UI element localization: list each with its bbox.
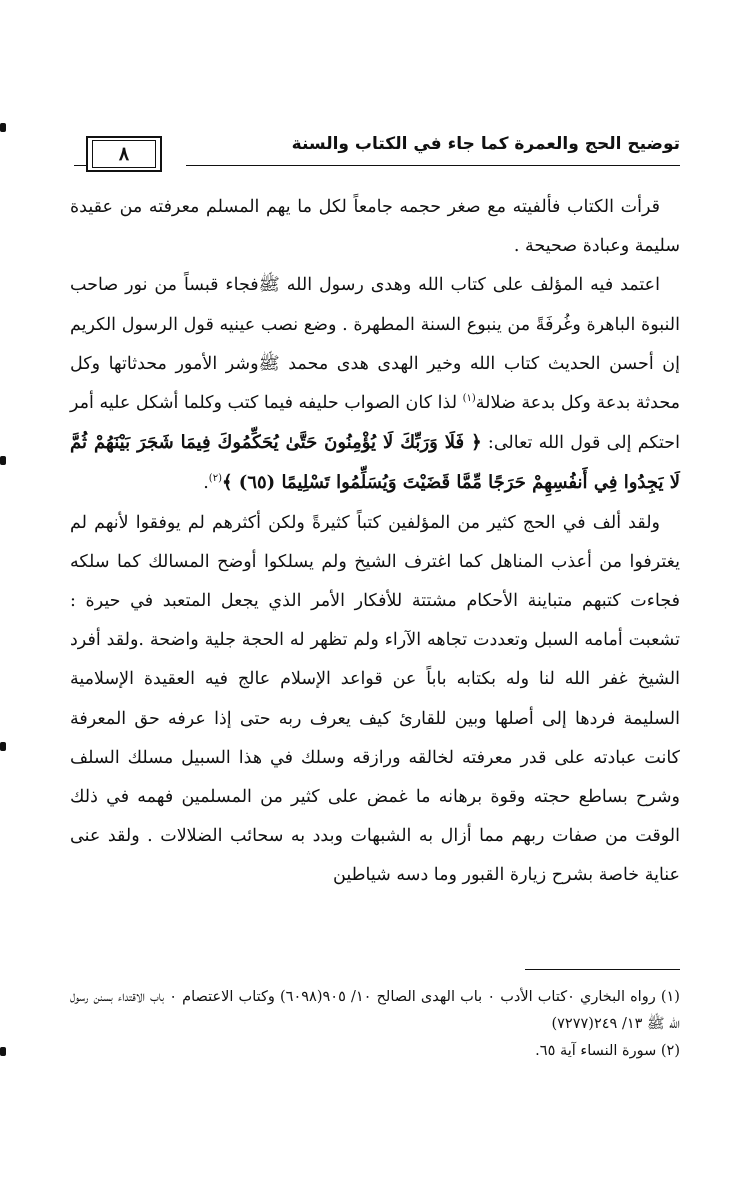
verse-bracket-open: ﴿: [471, 432, 482, 454]
header-rule: [186, 165, 680, 166]
page-box-rule: [74, 165, 86, 166]
margin-mark-1: [0, 123, 6, 132]
footnote-ref-2: (٢): [208, 473, 222, 485]
margin-mark-2: [0, 456, 6, 465]
method-text: اعتمد فيه المؤلف على كتاب الله وهدى رسول الله ﷺفجاء قبساً من نور صاحب النبوة الباهرة وغُرفَةً من ينبوع السنة المطهرة . وضع نصب عينيه قول الرسول الكريم إن أحسن الحديث كتاب الله وخير الهدى هدى محمد ﷺوشر الأمور محدثاتها وكل محدثة بدعة وكل بدعة ضلالة: [70, 275, 680, 414]
page-number: ٨: [92, 140, 156, 168]
footnote-1: (١) رواه البخاري ٠كتاب الأدب ٠ باب الهدى الصالح ١٠/ ٩٠٥(٦٠٩٨) وكتاب الاعتصام ٠ باب الاقتداء بسنن رسول الله ﷺ ١٣/ ٢٤٩(٧٢٧٧): [70, 989, 680, 1032]
running-header: [66, 132, 680, 172]
margin-mark-4: [0, 1047, 6, 1056]
quran-verse: ﴿ فَلَا وَرَبِّكَ لَا يُؤْمِنُونَ حَتَّىٰ يُحَكِّمُوكَ فِيمَا شَجَرَ بَيْنَهُمْ ثُمَّ لَا يَجِدُوا فِي أَنفُسِهِمْ حَرَجًا مِّمَّا قَضَيْتَ وَيُسَلِّمُوا تَسْلِيمًا (٦٥) ﴾: [70, 432, 680, 494]
footnote-2: (٢) سورة النساء آية ٦٥.: [535, 1043, 680, 1059]
method-text-cont: لذا كان الصواب حليفه فيما كتب وكلما أشكل عليه أمر احتكم إلى قول الله تعالى:: [70, 393, 680, 454]
footnote-separator: [525, 969, 680, 970]
margin-mark-3: [0, 742, 6, 751]
verse-number: ٦٥: [247, 472, 267, 494]
page-number-box: [86, 136, 162, 172]
paragraph-authors: ولقد ألف في الحج كثير من المؤلفين كتباً كثيرةً ولكن أكثرهم لم يوفقوا لأنهم لم يغترفوا من أعذب المناهل كما اغترف الشيخ ولم يسلكوا أوضح المسالك كما سلكه فجاءت كتبهم متباينة الأحكام مشتتة للأفكار الأمر الذي يجعل المتعبد في حيرة : تشعبت أمامه السبل وتعددت تجاهه الآراء ولم تظهر له الحجة جلية واضحة .ولقد أفرد الشيخ غفر الله لنا وله بكتابه باباً عن قواعد الإسلام عالج فيه العقيدة الإسلامية السليمة فردها إلى أصلها وبين للقارئ كيف يعرف ربه حتى إذا عرفه حق المعرفة كانت عبادته على قدر معرفته لخالقه ورازقه وسلك في هذا السبيل مسلك السلف وشرح بساطع حجته وقوة برهانه ما غمض على كثير من المسلمين فهمه في ذلك الوقت من صفات ربهم مما أزال به الشبهات وبدد به سحائب الضلالات . ولقد عنى عناية خاصة بشرح زيارة القبور وما دسه شياطين: [70, 512, 680, 886]
footnote-ref-1: (١): [462, 393, 476, 405]
verse-text: فَلَا وَرَبِّكَ لَا يُؤْمِنُونَ حَتَّىٰ يُحَكِّمُوكَ فِيمَا شَجَرَ بَيْنَهُمْ ثُمَّ لَا يَجِدُوا فِي أَنفُسِهِمْ حَرَجًا مِّمَّا قَضَيْتَ وَيُسَلِّمُوا تَسْلِيمًا: [70, 432, 680, 494]
footnotes: [70, 984, 680, 1065]
verse-bracket-close: ﴾: [221, 472, 233, 494]
paragraph-method: اعتمد فيه المؤلف على كتاب الله وهدى رسول الله ﷺفجاء قبساً من نور صاحب النبوة الباهرة وغُرفَةً من ينبوع السنة المطهرة . وضع نصب عينيه قول الرسول الكريم إن أحسن الحديث كتاب الله وخير الهدى هدى محمد ﷺوشر الأمور محدثاتها وكل محدثة بدعة وكل بدعة ضلالة$^{(١)}$ لذا كان الصواب حليفه فيما كتب وكلما أشكل عليه أمر احتكم إلى قول الله تعالى: ﴿ فَلَا وَرَبِّكَ لَا يُؤْمِنُونَ حَتَّىٰ يُحَكِّمُوكَ فِيمَا شَجَرَ بَيْنَهُمْ ثُمَّ لَا يَجِدُوا فِي أَنفُسِهِمْ حَرَجًا مِّمَّا قَضَيْتَ وَيُسَلِّمُوا تَسْلِيمًا (٦٥) ﴾$^{(٢)}$.: [70, 275, 680, 494]
main-text: [70, 188, 680, 896]
book-title: توضيح الحج والعمرة كما جاء في الكتاب والسنة: [291, 134, 680, 154]
paragraph-intro: قرأت الكتاب فألفيته مع صغر حجمه جامعاً لكل ما يهم المسلم معرفته من عقيدة سليمة وعبادة صحيحة .: [70, 197, 680, 257]
